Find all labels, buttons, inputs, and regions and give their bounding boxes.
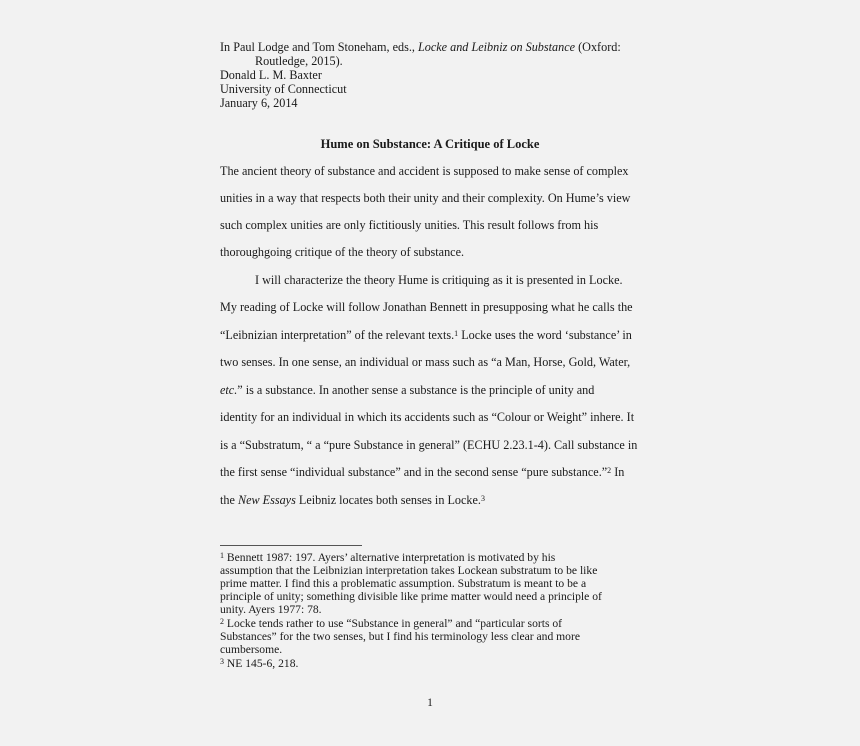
body-line: thoroughgoing critique of the theory of substance. <box>220 245 465 259</box>
author-name: Donald L. M. Baxter <box>220 68 322 82</box>
body-line: My reading of Locke will follow Jonathan Bennett in presupposing what he calls the <box>220 300 633 314</box>
body-line: such complex unities are only fictitiously unities. This result follows from his <box>220 218 599 232</box>
footnote-2: $^2$ Locke tends rather to use “Substance in general” and “particular sorts of <box>220 617 563 630</box>
page-number: 1 <box>427 697 433 709</box>
body-line: identity for an individual in which its accidents such as “Colour or Weight” inhere. It <box>220 410 635 424</box>
paper-title: Hume on Substance: A Critique of Locke <box>320 137 540 151</box>
date: January 6, 2014 <box>220 96 298 110</box>
citation-line-1: In Paul Lodge and Tom Stoneham, eds., Locke and Leibniz on Substance (Oxford: <box>220 40 621 54</box>
footnote-1: $^1$ Bennett 1987: 197. Ayers’ alternative interpretation is motivated by his <box>220 551 556 564</box>
footnote-2-line: cumbersome. <box>220 643 283 656</box>
body-line: I will characterize the theory Hume is critiquing as it is presented in Locke. <box>255 273 623 287</box>
footnote-ref: 2 <box>607 466 612 475</box>
body-line: The ancient theory of substance and accident is supposed to make sense of complex <box>220 164 629 178</box>
citation-line-2: Routledge, 2015). <box>255 54 343 68</box>
footnote-separator <box>220 545 362 546</box>
body-line: unities in a way that respects both their unity and their complexity. On Hume’s view <box>220 191 631 205</box>
body-line: etc.” is a substance. In another sense a substance is the principle of unity and <box>220 383 595 397</box>
body-line: is a “Substratum, “ a “pure Substance in general” (ECHU 2.23.1-4). Call substance in <box>220 438 638 452</box>
body-line: two senses. In one sense, an individual or mass such as “a Man, Horse, Gold, Water, <box>220 355 631 369</box>
body-line: “Leibnizian interpretation” of the relevant texts.$^1$ Locke uses the word ‘substance’ in <box>220 328 632 342</box>
footnote-1-line: assumption that the Leibnizian interpretation takes Lockean substratum to be like <box>220 564 598 577</box>
footnote-1-line: prime matter. I find this a problematic assumption. Substratum is meant to be a <box>220 577 587 590</box>
footnote-ref: 3 <box>480 494 485 503</box>
footnote-1-line: principle of unity; something divisible like prime matter would need a principle of <box>220 590 602 603</box>
footnote-1-line: unity. Ayers 1977: 78. <box>220 603 322 616</box>
footnote-3: $^3$ NE 145-6, 218. <box>220 657 299 670</box>
body-line: the first sense “individual substance” and in the second sense “pure substance.”$^2$ In <box>220 465 625 479</box>
body-line: the New Essays Leibniz locates both senses in Locke.$^3$ <box>220 493 485 507</box>
footnote-ref: 1 <box>454 329 459 338</box>
footnote-2-line: Substances” for the two senses, but I find his terminology less clear and more <box>220 630 580 643</box>
affiliation: University of Connecticut <box>220 82 347 96</box>
